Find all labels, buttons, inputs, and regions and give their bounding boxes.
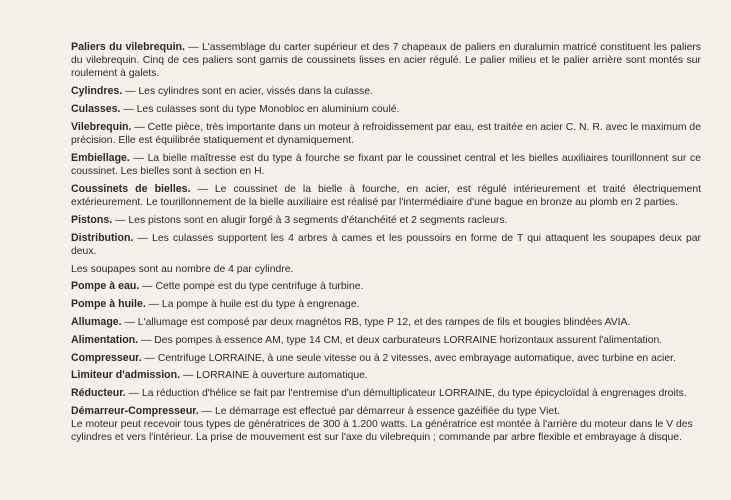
paragraph-text: Les soupapes sont au nombre de 4 par cylindre. [71, 263, 294, 275]
paragraph-pompe-eau [71, 280, 701, 293]
paragraph-reducteur [71, 387, 701, 400]
paragraph-text: — Cette pièce, très importante dans un moteur à refroidissement par eau, est traitée en acier C. N. R. avec le maximum de précision. Elle est équilibrée statiquement et dynamiquement. [71, 121, 701, 146]
paragraph-text: Le moteur peut recevoir tous types de génératrices de 300 à 1.200 watts. La génératrice est montée à l'arrière du moteur dans le V des cylindres et vers l'intérieur. La prise de mouvement est sur l'axe du vilebrequin ; commande par arbre flexible et embrayage à disque. [71, 419, 693, 444]
paragraph-heading: Cylindres. [71, 85, 123, 98]
paragraph-text: — L'allumage est composé par deux magnétos RB, type P 12, et des rampes de fils et bougies blindées AVIA. [121, 316, 631, 328]
paragraph-allumage [71, 316, 701, 329]
paragraph-coussinets [71, 183, 701, 209]
paragraph-heading: Alimentation. [71, 333, 139, 346]
paragraph-soupapes [71, 263, 701, 276]
paragraph-generatrices [71, 418, 701, 444]
paragraph-cylindres [71, 85, 701, 98]
paragraph-text: — Les cylindres sont en acier, vissés dans la culasse. [122, 86, 373, 98]
paragraph-distribution [71, 232, 701, 258]
paragraph-text: — Les pistons sont en alugir forgé à 3 segments d'étanchéité et 2 segments racleurs. [112, 214, 508, 226]
paragraph-demarreur [71, 405, 701, 418]
paragraph-text: — La bielle maîtresse est du type à fourche se fixant par le coussinet central et les bielles auxiliaires tourillonnent sur ce coussinet. Les bielles sont à section en H. [71, 152, 701, 177]
paragraph-heading: Allumage. [71, 315, 122, 328]
paragraph-heading: Réducteur. [71, 387, 126, 400]
paragraph-culasses [71, 103, 701, 116]
paragraph-text: — Le démarrage est effectué par démarreur à essence gazéifiée du type Viet. [198, 405, 560, 417]
paragraph-text: — Les culasses sont du type Monobloc en aluminium coulé. [120, 104, 400, 115]
paragraph-heading: Coussinets de bielles. [71, 182, 191, 195]
paragraph-limiteur [71, 369, 701, 382]
paragraph-pistons [71, 214, 701, 227]
paragraph-vilebrequin [71, 121, 701, 147]
paragraph-heading: Paliers du vilebrequin. [71, 41, 185, 53]
paragraph-heading: Compresseur. [71, 351, 142, 364]
paragraph-text: — La réduction d'hélice se fait par l'entremise d'un démultiplicateur LORRAINE, du type épicycloïdal à engrenages droits. [125, 388, 687, 400]
paragraph-heading: Pistons. [71, 213, 113, 226]
paragraph-embiellage [71, 152, 701, 178]
paragraph-heading: Limiteur d'admission. [71, 369, 181, 382]
paragraph-text: — Des pompes à essence AM, type 14 CM, et deux carburateurs LORRAINE horizontaux assurent l'alimentation. [138, 334, 663, 346]
paragraph-heading: Pompe à eau. [71, 280, 140, 293]
paragraph-heading: Pompe à huile. [71, 298, 146, 311]
paragraph-heading: Distribution. [71, 231, 134, 244]
paragraph-alimentation [71, 334, 701, 347]
paragraph-text: — Cette pompe est du type centrifuge à turbine. [139, 281, 364, 293]
paragraph-heading: Culasses. [71, 103, 121, 115]
paragraph-text: — Centrifuge LORRAINE, à une seule vitesse ou à 2 vitesses, avec embrayage automatique, avec turbine en acier. [141, 352, 676, 364]
paragraph-text: — Le coussinet de la bielle à fourche, en acier, est régulé intérieurement et traité électriquement extérieurement. Le tourillonnement de la bielle auxiliaire est réalisé par l'intermédiaire d'une bague en bronze au plomb en 2 parties. [71, 183, 701, 208]
paragraph-text: — La pompe à huile est du type à engrenage. [145, 299, 360, 311]
paragraph-compresseur [71, 352, 701, 365]
paragraph-heading: Embiellage. [71, 151, 130, 164]
paragraph-heading: Vilebrequin. [71, 120, 132, 133]
paragraph-text: — Les culasses supportent les 4 arbres à cames et les poussoirs en forme de T qui attaquent les soupapes deux par deux. [71, 232, 701, 257]
paragraph-pompe-huile [71, 298, 701, 311]
paragraph-text: — LORRAINE à ouverture automatique. [180, 370, 368, 382]
paragraph-text: — L'assemblage du carter supérieur et des 7 chapeaux de paliers en duralumin matricé constituent les paliers du vilebrequin. Cinq de ces paliers sont garnis de coussinets lisses en acier régulé. Le palier milieu et le palier arrière sont montés sur roulement à galets. [71, 42, 701, 80]
paragraph-paliers [71, 41, 701, 81]
paragraph-heading: Démarreur-Compresseur. [71, 404, 199, 417]
